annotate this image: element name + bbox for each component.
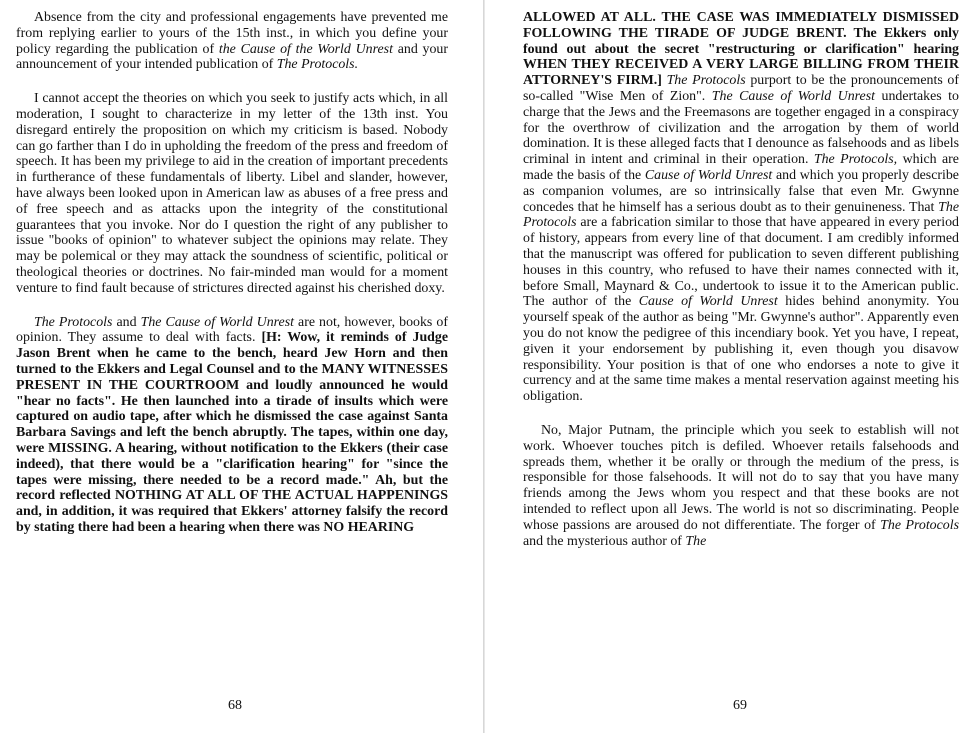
right-paragraph-2: No, Major Putnam, the principle which you seek to establish will not work. Whoever touches pitch is defiled. Whoever retails falsehoods and spreads them, whether it be orally or through the medium of the press, is responsible for those falsehoods. It will not do to say that you have many friends among the Jews whom you respect and that these books are not intended to reflect upon all Jews. The world is not so discriminating. People whose passions are aroused do not differentiate. The forger of The Protocols and the mysterious author of The: [523, 422, 960, 549]
left-paragraph-3: The Protocols and The Cause of World Unrest are not, however, books of opinion. They assume to deal with facts. [H: Wow, it reminds of Judge Jason Brent when he came to the bench, heard Jew Horn and then turned to the Ekkers and Legal Counsel and to the MANY WITNESSES PRESENT IN THE COURTROOM and loudly announced he would "hear no facts". He then launched into a tirade of insults which were captured on audio tape, after which he dismissed the case against Santa Barbara Savings and left the bench abruptly. The tapes, within one day, were MISSING. A hearing, without notification to the Ekkers (their case indeed), that there would be a "clarification hearing" for "since the tapes were missing, there needed to be a record made." Ah, but the record reflected NOTHING AT ALL OF THE ACTUAL HAPPENINGS and, in addition, it was required that Ekkers' attorney falsify the record by stating there had been a hearing when there was NO HEARING: [16, 314, 448, 535]
right-page: [523, 10, 959, 567]
left-page: [16, 10, 448, 554]
editor-note-bold: [H: Wow, it reminds of Judge Jason Brent when he came to the bench, heard Jew Horn and then turned to the Ekkers and Legal Counsel and to the MANY WITNESSES PRESENT IN THE COURTROOM and loudly announced he would "hear no facts". He then launched into a tirade of insults which were captured on audio tape, after which he dismissed the case against Santa Barbara Savings and left the bench abruptly. The tapes, within one day, were MISSING. A hearing, without notification to the Ekkers (their case indeed), that there would be a "clarification hearing" for "since the tapes were missing, there needed to be a record made." Ah, but the record reflected NOTHING AT ALL OF THE ACTUAL HAPPENINGS and, in addition, it was required that Ekkers' attorney falsify the record by stating there had been a hearing when there was NO HEARING: [16, 330, 448, 535]
right-paragraph-1: ALLOWED AT ALL. THE CASE WAS IMMEDIATELY DISMISSED FOLLOWING THE TIRADE OF JUDGE BRENT. The Ekkers only found out about the secret "restructuring or clarification" hearing WHEN THEY RECEIVED A VERY LARGE BILLING FROM THEIR ATTORNEY'S FIRM.] The Protocols purport to be the pronouncements of so-called "Wise Men of Zion". The Cause of World Unrest undertakes to charge that the Jews and the Freemasons are together engaged in a conspiracy for the overthrow of civilization and the arrogation by them of world domination. It is these alleged facts that I denounce as falsehoods and as libels criminal in intent and criminal in their operation. The Protocols, which are made the basis of the Cause of World Unrest and which you properly describe as companion volumes, are so intrinsically false that even Mr. Gwynne concedes that he himself has a serious doubt as to their genuineness. That The Protocols are a fabrication similar to those that have appeared in every period of history, appears from every line of that document. I am credibly informed that the manuscript was offered for publication to seven different publishing houses in this country, who refused to have their names connected with it, before Small, Maynard & Co., undertook to issue it to the American public. The author of the Cause of World Unrest hides behind anonymity. You yourself speak of the author as being "Mr. Gwynne's author". Apparently even you do not know the pedigree of this incendiary book. Yet you have, I repeat, given it your endorsement by publishing it, even though you disavow responsibility. Your position is that of one who endorses a note to give it currency and at the same time makes a mental reservation against meeting his obligation.: [523, 10, 959, 405]
page-number-right: 69: [733, 698, 747, 713]
book-gutter: [483, 0, 485, 733]
left-paragraph-2: I cannot accept the theories on which you seek to justify acts which, in all moderation, I sought to characterize in my letter of the 13th inst. You disregard entirely the proposition on which my criticism is based. Nobody can go farther than I do in upholding the freedom of the press and freedom of speech. It has been my privilege to aid in the creation of important precedents in furtherance of these fundamentals of liberty. Libel and slander, however, have always been looked upon in American law as abuses of a free press and of free speech and as attacks upon the integrity of the constitutional guarantees that you invoke. Nor do I question the right of any publisher to issue "books of opinion" to whatever subject the opinions may relate. They may be polemical or they may attack the soundness of scientific, political or theological theories or doctrines. No fair-minded man would for a moment venture to find fault because of strictures directed against his cherished doxy.: [16, 91, 449, 296]
left-paragraph-1: Absence from the city and professional engagements have prevented me from replying earlier to yours of the 15th inst., in which you define your policy regarding the publication of the Cause of the World Unrest and your announcement of your intended publication of The Protocols.: [16, 10, 448, 73]
editor-note-bold-continued: ALLOWED AT ALL. THE CASE WAS IMMEDIATELY DISMISSED FOLLOWING THE TIRADE OF JUDGE BRENT. The Ekkers only found out about the secret "restructuring or clarification" hearing WHEN THEY RECEIVED A VERY LARGE BILLING FROM THEIR ATTORNEY'S FIRM.]: [523, 10, 959, 89]
page-number-left: 68: [228, 698, 242, 713]
